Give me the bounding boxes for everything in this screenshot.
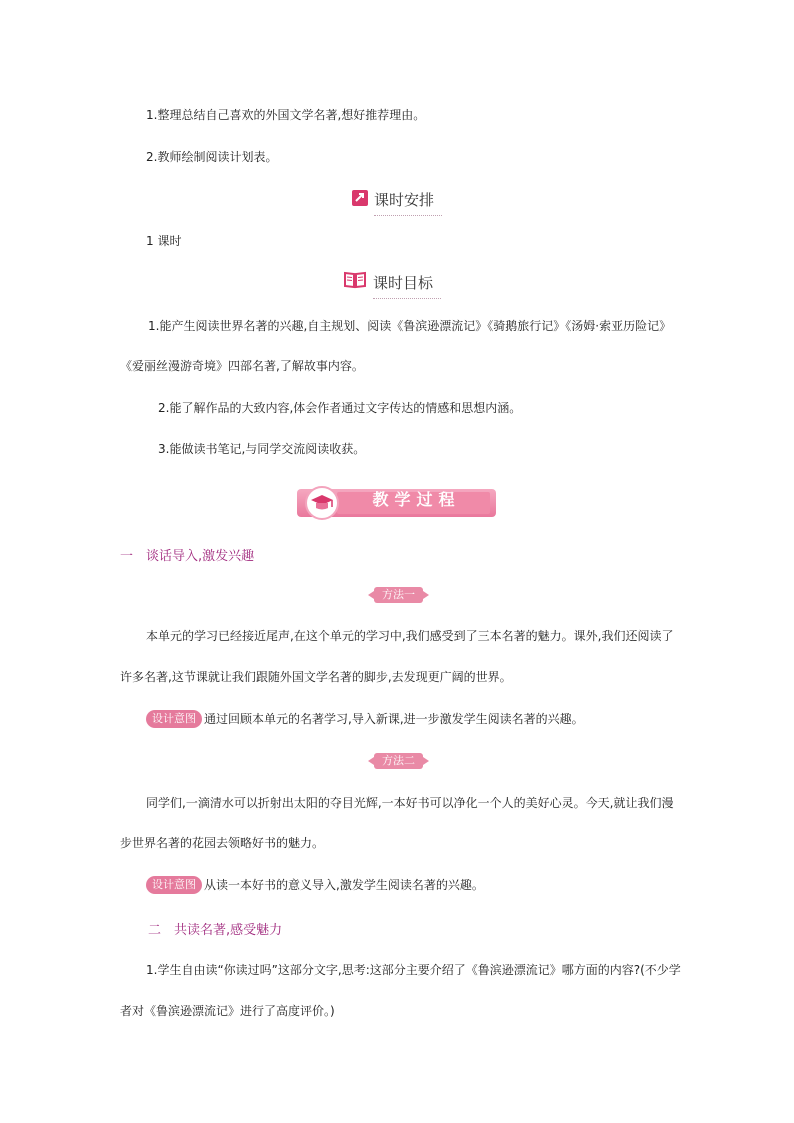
- method-2-badge: 方法二: [374, 753, 423, 769]
- graduation-cap-icon: [305, 486, 339, 520]
- method-2-line-2: 步世界名著的花园去领略好书的魅力。: [120, 836, 325, 850]
- goals-heading-text: 课时目标: [373, 273, 434, 292]
- goals-heading: [343, 271, 433, 293]
- design-intent-2: 从读一本好书的意义导入,激发学生阅读名著的兴趣。: [204, 878, 484, 892]
- schedule-text: 1 课时: [146, 234, 182, 248]
- section-2-item-1-line-1: 1.学生自由读“你读过吗”这部分文字,思考:这部分主要介绍了《鲁滨逊漂流记》哪方面的内容?(不少学: [146, 963, 681, 977]
- design-intent-tag-2: 设计意图: [146, 876, 202, 894]
- goal-2: 2.能了解作品的大致内容,体会作者通过文字传达的情感和思想内涵。: [158, 401, 522, 415]
- teaching-process-banner: [297, 489, 496, 517]
- design-intent-1: 通过回顾本单元的名著学习,导入新课,进一步激发学生阅读名著的兴趣。: [204, 712, 584, 726]
- design-intent-tag-1: 设计意图: [146, 710, 202, 728]
- goal-1-line-1: 1.能产生阅读世界名著的兴趣,自主规划、阅读《鲁滨逊漂流记》《骑鹅旅行记》《汤姆·索亚历险记》: [148, 319, 672, 333]
- section-1-title: 一 谈话导入,激发兴趣: [120, 549, 255, 564]
- section-2-title: 二 共读名著,感受魅力: [148, 923, 283, 938]
- section-2-item-1-line-2: 者对《鲁滨逊漂流记》进行了高度评价。): [120, 1004, 335, 1018]
- open-book-icon: [343, 271, 367, 293]
- goal-1-line-2: 《爱丽丝漫游奇境》四部名著,了解故事内容。: [120, 359, 364, 373]
- bookmark-arrow-icon: [352, 190, 368, 210]
- method-2-line-1: 同学们,一滴清水可以折射出太阳的夺目光辉,一本好书可以净化一个人的美好心灵。今天,就让我们漫: [146, 796, 674, 810]
- method-1-badge: 方法一: [374, 587, 423, 603]
- prep-item-2: 2.教师绘制阅读计划表。: [146, 150, 278, 164]
- schedule-heading: [352, 189, 434, 210]
- teaching-process-title: 教学过程: [372, 490, 461, 509]
- method-1-line-1: 本单元的学习已经接近尾声,在这个单元的学习中,我们感受到了三本名著的魅力。课外,我们还阅读了: [146, 629, 674, 643]
- goal-3: 3.能做读书笔记,与同学交流阅读收获。: [158, 442, 366, 456]
- method-1-line-2: 许多名著,这节课就让我们跟随外国文学名著的脚步,去发现更广阔的世界。: [120, 670, 512, 684]
- prep-item-1: 1.整理总结自己喜欢的外国文学名著,想好推荐理由。: [146, 108, 426, 122]
- schedule-heading-text: 课时安排: [374, 191, 435, 209]
